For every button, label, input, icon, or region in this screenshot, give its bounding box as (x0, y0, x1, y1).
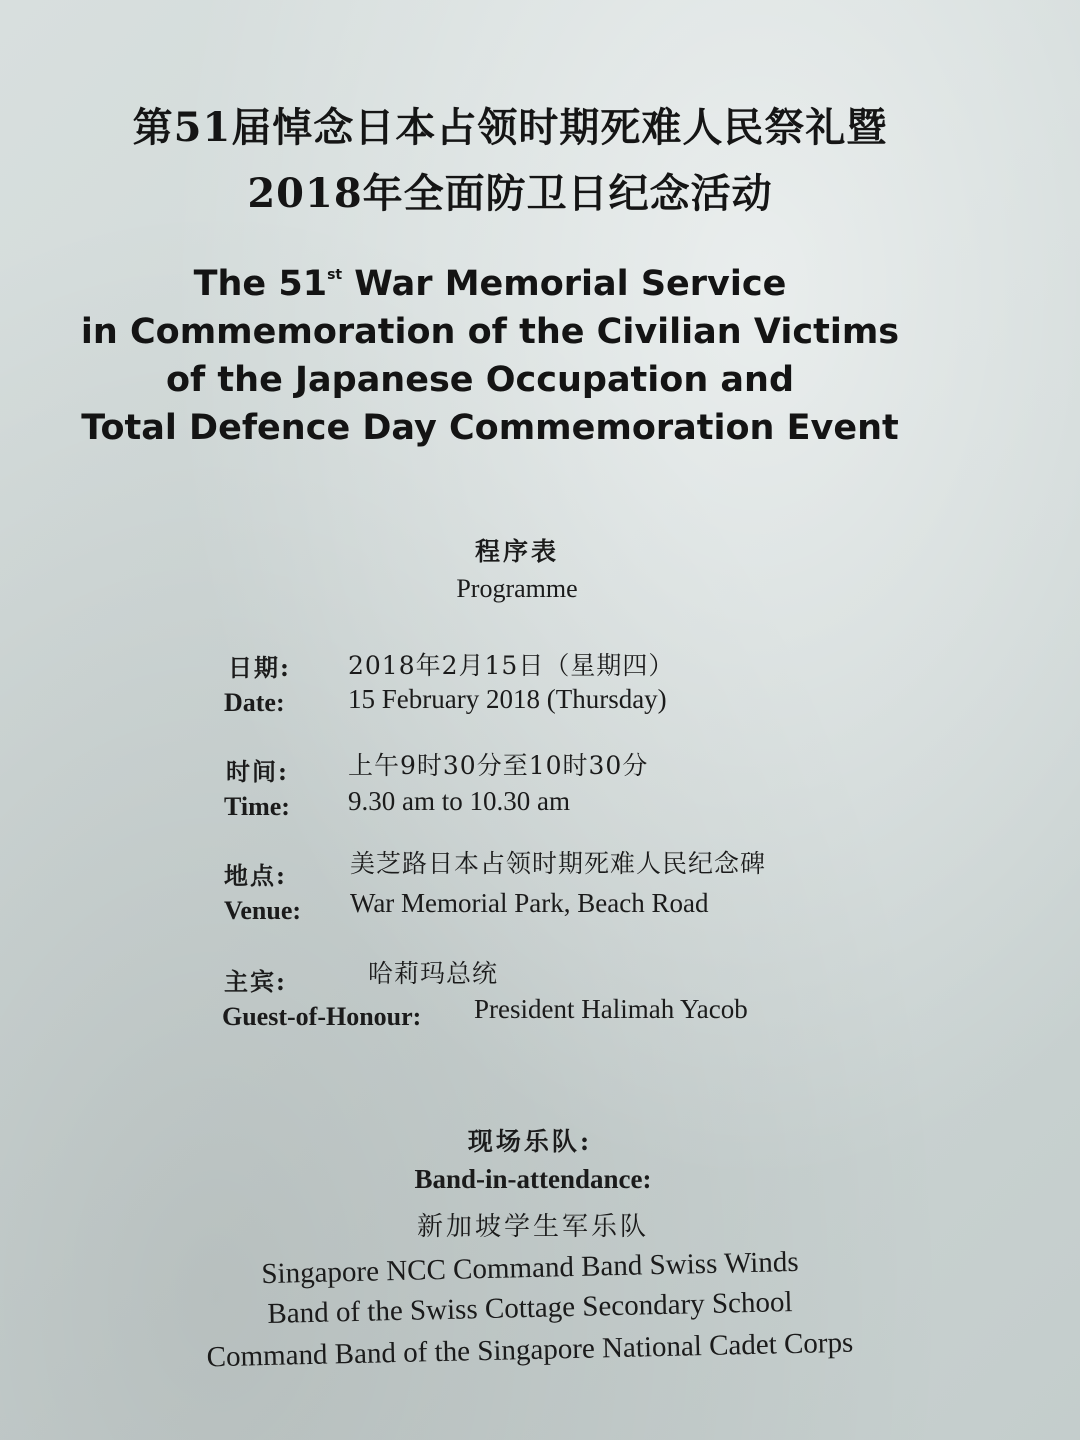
time-value-zh: 上午9时30分至10时30分 (348, 751, 649, 780)
venue-label-zh: 地点: (224, 861, 287, 890)
title-en-line3: of the Japanese Occupation and (165, 360, 795, 400)
title-en-line1-pre: The 51 (193, 264, 328, 304)
band-heading-zh: 现场乐队: (467, 1127, 593, 1156)
time-value-en: 9.30 am to 10.30 am (348, 786, 570, 816)
venue-value-zh: 美芝路日本占领时期死难人民纪念碑 (350, 849, 767, 878)
guest-label-zh: 主宾: (224, 967, 287, 996)
band-line-2: Band of the Swiss Cottage Secondary School (267, 1286, 793, 1330)
time-label-en: Time: (224, 792, 290, 821)
title-zh-line2: 2018年全面防卫日纪念活动 (247, 170, 773, 217)
venue-value-en: War Memorial Park, Beach Road (350, 888, 709, 918)
date-label-en: Date: (224, 688, 285, 717)
title-en-line2: in Commemoration of the Civilian Victims (80, 312, 900, 352)
date-value-en: 15 February 2018 (Thursday) (348, 684, 667, 714)
guest-label-en: Guest-of-Honour: (222, 1002, 422, 1031)
venue-label-en: Venue: (224, 896, 302, 925)
band-line-3: Command Band of the Singapore National Cadet Corps (206, 1326, 854, 1374)
programme-heading-en: Programme (456, 574, 578, 603)
date-value-zh: 2018年2月15日（星期四） (348, 651, 675, 680)
band-line-1: Singapore NCC Command Band Swiss Winds (261, 1245, 799, 1291)
guest-value-zh: 哈莉玛总统 (368, 959, 499, 988)
title-en-ordinal-suffix: st (327, 267, 343, 283)
title-zh-line1: 第51届悼念日本占领时期死难人民祭礼暨 (132, 104, 888, 151)
title-en-line1 (0, 264, 1030, 304)
guest-value-en: President Halimah Yacob (474, 994, 748, 1024)
title-en-line1-post: War Memorial Service (342, 264, 787, 304)
band-name-zh: 新加坡学生军乐队 (416, 1212, 649, 1242)
title-en-line4: Total Defence Day Commemoration Event (81, 408, 899, 448)
band-heading-en: Band-in-attendance: (414, 1164, 652, 1194)
time-label-zh: 时间: (226, 757, 289, 786)
programme-heading-zh: 程序表 (474, 537, 559, 566)
date-label-zh: 日期: (228, 653, 291, 682)
